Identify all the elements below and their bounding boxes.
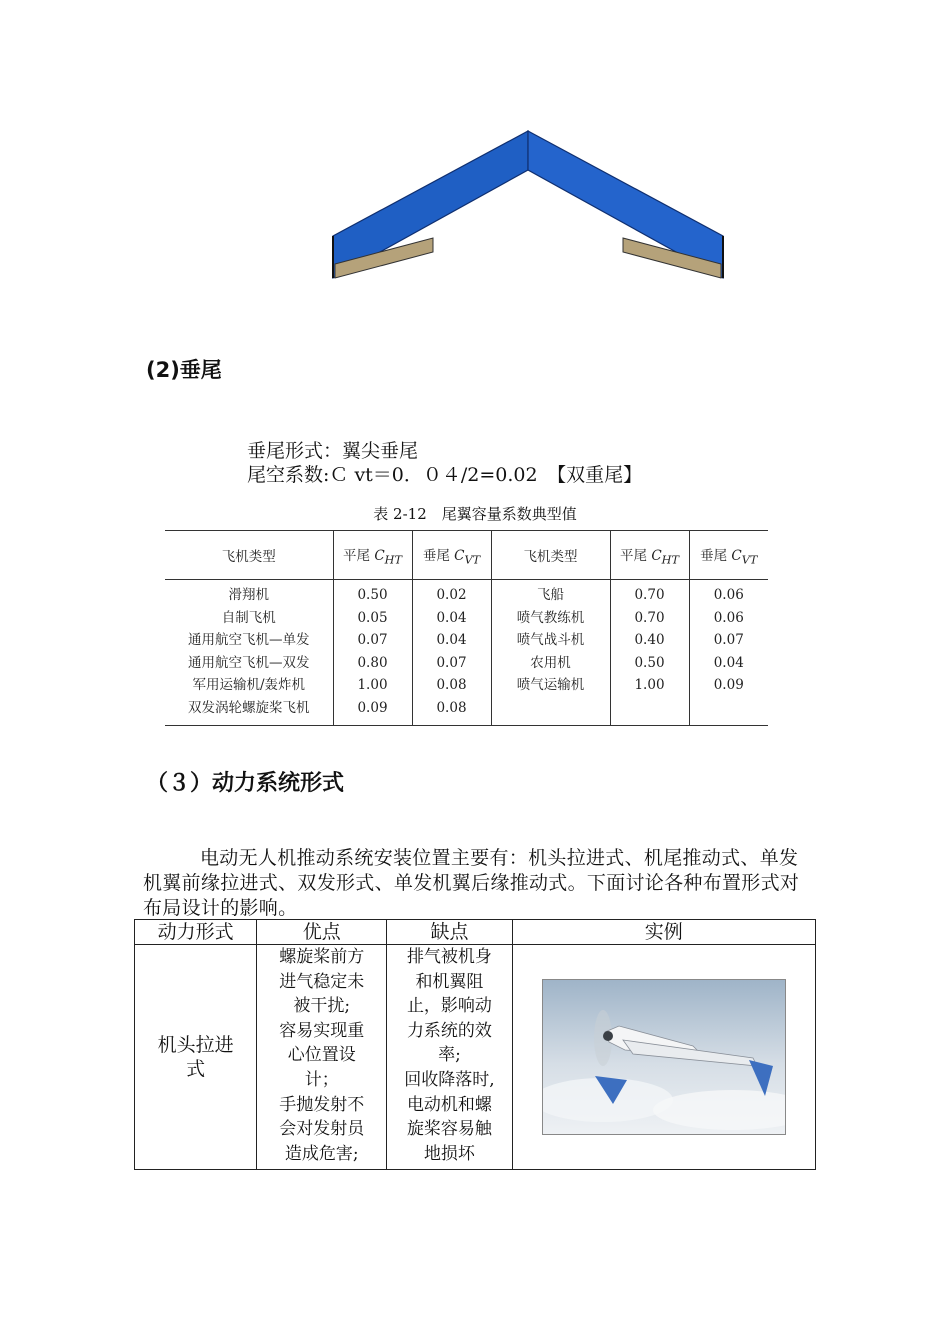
disadvantages-cell	[387, 945, 512, 1170]
col-aircraft-type: 飞机类型	[165, 531, 333, 580]
table-cell: 军用运输机/轰炸机	[192, 677, 306, 693]
tail-volume-coefficient-table	[165, 530, 768, 726]
table-cell: 0.06	[689, 580, 768, 607]
table-cell: 自制飞机	[221, 609, 276, 626]
table-row	[165, 674, 768, 697]
table-cell: 通用航空飞机—双发	[188, 654, 310, 671]
cell-line: 计；	[304, 1069, 339, 1090]
table-cell: 农用机	[491, 652, 610, 675]
table-cell: 0.07	[689, 629, 768, 652]
cell-line: 螺旋桨前方	[279, 947, 365, 967]
col-horizontal-tail-2: 平尾 $C_{HT}$	[610, 531, 689, 580]
propulsion-layout-table	[134, 919, 816, 1170]
wing-left-panel	[333, 131, 528, 278]
cell-line: 地损坏	[423, 1143, 475, 1164]
table-row	[165, 607, 768, 630]
section-heading-propulsion: （３）动力系统形式	[146, 771, 345, 796]
cell-line: 旋桨容易触	[406, 1119, 492, 1140]
table-cell	[689, 697, 768, 726]
table-cell: 0.02	[412, 580, 491, 607]
cell-line: 电动机和螺	[406, 1094, 492, 1115]
cell-line: 率;	[438, 1045, 461, 1066]
cell-line: 排气被机身	[406, 947, 492, 967]
table-cell: 0.05	[333, 607, 412, 630]
table-cell: 0.08	[412, 674, 491, 697]
col-propulsion-type: 动力形式	[135, 920, 257, 945]
cell-line: 容易实现重	[279, 1020, 365, 1041]
cell-line: 进气稳定未	[279, 971, 365, 992]
propulsion-type-cell	[135, 945, 257, 1170]
uav-spinner	[603, 1031, 613, 1041]
table-row	[165, 580, 768, 607]
table-cell: 0.04	[689, 652, 768, 675]
col-horizontal-tail: 平尾 $C_{HT}$	[333, 531, 412, 580]
propulsion-table-header-row	[135, 920, 816, 945]
cell-line: 被干扰;	[293, 996, 351, 1017]
table-cell: 0.70	[610, 580, 689, 607]
table-cell: 0.09	[689, 674, 768, 697]
cell-line: 止，影响动	[406, 996, 492, 1017]
cell-line: 机头拉进	[157, 1034, 234, 1056]
table-cell: 0.50	[610, 652, 689, 675]
table-cell: 滑翔机	[228, 587, 269, 603]
cell-line: 心位置设	[287, 1045, 356, 1066]
table-cell: 0.04	[412, 607, 491, 630]
col-disadvantages: 缺点	[387, 920, 512, 945]
flying-wing-figure	[328, 128, 728, 283]
example-image-cell	[512, 945, 815, 1170]
tail-volume-coefficient-line: 尾空系数:Ｃ vt＝0．０４/2=0.02 【双重尾】	[247, 464, 643, 486]
table-cell: 喷气战斗机	[491, 629, 610, 652]
table-cell: 0.09	[333, 697, 412, 726]
table-cell: 喷气运输机	[491, 674, 610, 697]
cell-line: 会对发射员	[279, 1119, 365, 1140]
cell-line: 式	[186, 1058, 206, 1080]
table-cell: 0.80	[333, 652, 412, 675]
propulsion-table-row	[135, 945, 816, 1170]
table-cell: 飞船	[491, 580, 610, 607]
col-aircraft-type-2: 飞机类型	[491, 531, 610, 580]
table-row	[165, 697, 768, 726]
section-heading-vertical-tail: (2)垂尾	[146, 358, 222, 382]
table-cell: 喷气教练机	[491, 607, 610, 630]
cell-line: 力系统的效	[406, 1020, 492, 1041]
table-cell: 1.00	[610, 674, 689, 697]
table-row	[165, 629, 768, 652]
cell-line: 造成危害;	[284, 1143, 359, 1164]
table-cell: 0.04	[412, 629, 491, 652]
vertical-tail-form-line: 垂尾形式：翼尖垂尾	[247, 440, 419, 462]
table-cell	[491, 697, 610, 726]
table-cell: 1.00	[333, 674, 412, 697]
cell-line: 和机翼阻	[415, 971, 484, 992]
propulsion-intro-paragraph: 电动无人机推动系统安装位置主要有：机头拉进式、机尾推动式、单发机翼前缘拉进式、双发形式、单发机翼后缘推动式。下面讨论各种布置形式对布局设计的影响。	[143, 847, 800, 919]
table-cell: 0.40	[610, 629, 689, 652]
tractor-uav-photo	[542, 979, 786, 1135]
col-example: 实例	[512, 920, 815, 945]
col-vertical-tail: 垂尾 $C_{VT}$	[412, 531, 491, 580]
table-caption: 表 2-12 尾翼容量系数典型值	[373, 505, 577, 523]
table-cell: 双发涡轮螺旋桨飞机	[165, 697, 333, 726]
table-header-row	[165, 531, 768, 580]
col-advantages: 优点	[257, 920, 387, 945]
table-cell: 0.06	[689, 607, 768, 630]
table-row	[165, 652, 768, 675]
cell-line: 回收降落时,	[404, 1069, 495, 1090]
table-cell: 0.07	[333, 629, 412, 652]
col-vertical-tail-2: 垂尾 $C_{VT}$	[689, 531, 768, 580]
advantages-cell	[257, 945, 387, 1170]
table-cell: 通用航空飞机—单发	[188, 632, 310, 648]
cell-line: 手抛发射不	[279, 1094, 365, 1115]
table-cell: 0.70	[610, 607, 689, 630]
table-cell: 0.50	[333, 580, 412, 607]
table-cell: 0.08	[412, 697, 491, 726]
wing-right-panel	[528, 131, 723, 278]
table-cell	[610, 697, 689, 726]
table-cell: 0.07	[412, 652, 491, 675]
